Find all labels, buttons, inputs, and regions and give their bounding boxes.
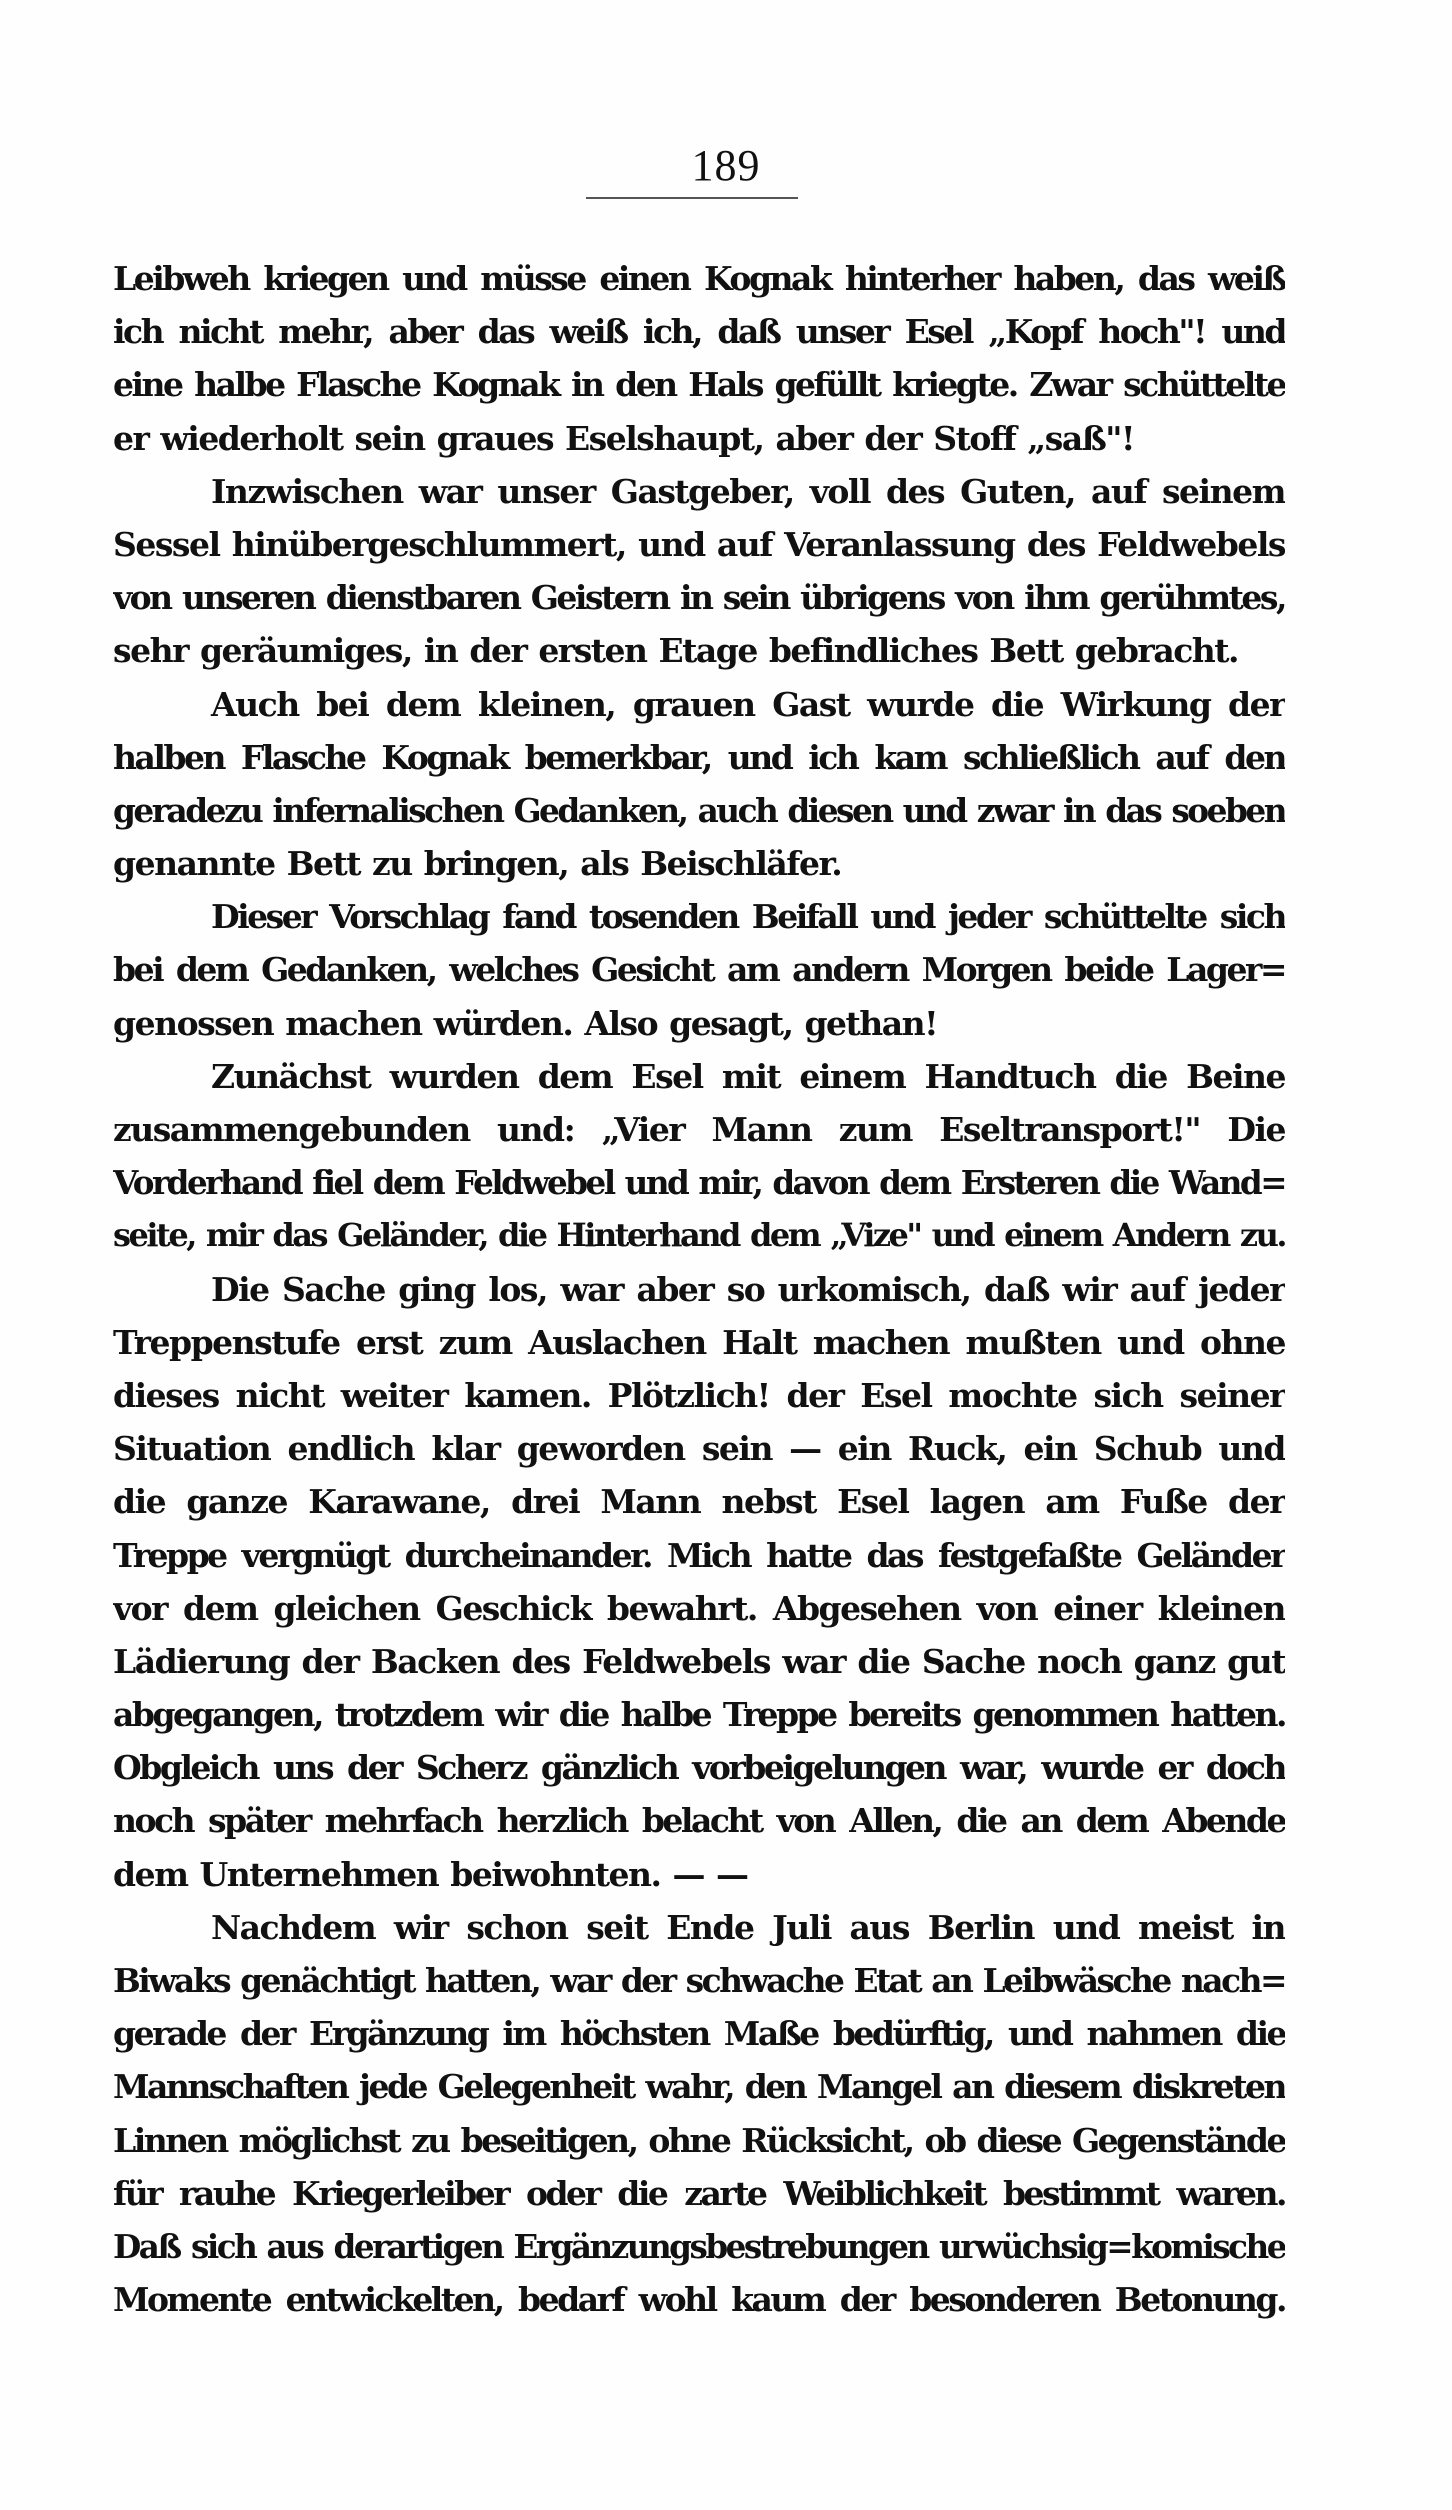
paragraph: [113, 1050, 1285, 1263]
text-line: Sessel hinübergeschlummert, und auf Veranlassung des Feldwebels: [113, 524, 1285, 564]
paragraph: [113, 252, 1285, 465]
text-line: vor dem gleichen Geschick bewahrt. Abgesehen von einer kleinen: [113, 1588, 1285, 1628]
text-line: Zunächst wurden dem Esel mit einem Handtuch die Beine: [211, 1056, 1285, 1096]
text-line: Daß sich aus derartigen Ergänzungsbestrebungen urwüchsig=komische: [113, 2226, 1285, 2266]
text-line: Dieser Vorschlag fand tosenden Beifall und jeder schüttelte sich: [211, 897, 1285, 937]
page-number: 189: [691, 141, 761, 190]
body-text: [113, 252, 1285, 2326]
text-line: von unseren dienstbaren Geistern in sein übrigens von ihm gerühmtes,: [113, 578, 1285, 618]
text-line: Situation endlich klar geworden sein — ein Ruck, ein Schub und: [113, 1429, 1285, 1469]
text-line: Obgleich uns der Scherz gänzlich vorbeigelungen war, wurde er doch: [113, 1748, 1285, 1788]
text-line: Lädierung der Backen des Feldwebels war die Sache noch ganz gut: [113, 1641, 1285, 1681]
text-line: Die Sache ging los, war aber so urkomisch, daß wir auf jeder: [211, 1269, 1285, 1309]
text-line: genannte Bett zu bringen, als Beischläfer.: [113, 844, 842, 884]
text-line: Momente entwickelten, bedarf wohl kaum der besonderen Betonung.: [113, 2280, 1285, 2320]
text-line: Treppenstufe erst zum Auslachen Halt machen mußten und ohne: [113, 1322, 1285, 1362]
text-line: Leibweh kriegen und müsse einen Kognak hinterher haben, das weiß: [113, 259, 1285, 298]
text-line: bei dem Gedanken, welches Gesicht am andern Morgen beide Lager=: [113, 950, 1285, 990]
paragraph: [113, 465, 1285, 678]
paragraph: [113, 1901, 1285, 2327]
text-line: eine halbe Flasche Kognak in den Hals gefüllt kriegte. Zwar schüttelte: [113, 365, 1285, 405]
paragraph: [113, 890, 1285, 1050]
text-line: sehr geräumiges, in der ersten Etage befindliches Bett gebracht.: [113, 631, 1239, 671]
text-line: genossen machen würden. Also gesagt, gethan!: [113, 1003, 938, 1043]
text-line: dieses nicht weiter kamen. Plötzlich! der Esel mochte sich seiner: [113, 1375, 1285, 1415]
text-line: halben Flasche Kognak bemerkbar, und ich kam schließlich auf den: [113, 737, 1285, 777]
text-line: Vorderhand fiel dem Feldwebel und mir, davon dem Ersteren die Wand=: [113, 1163, 1285, 1203]
text-line: Inzwischen war unser Gastgeber, voll des Guten, auf seinem: [211, 471, 1285, 511]
text-line: abgegangen, trotzdem wir die halbe Treppe bereits genommen hatten.: [113, 1695, 1285, 1735]
text-line: ich nicht mehr, aber das weiß ich, daß unser Esel „Kopf hoch"! und: [113, 312, 1285, 352]
text-line: Nachdem wir schon seit Ende Juli aus Berlin und meist in: [211, 1907, 1285, 1947]
text-line: Treppe vergnügt durcheinander. Mich hatte das festgefaßte Geländer: [113, 1535, 1285, 1575]
text-line: die ganze Karawane, drei Mann nebst Esel lagen am Fuße der: [113, 1482, 1285, 1522]
text-line: Auch bei dem kleinen, grauen Gast wurde die Wirkung der: [211, 684, 1285, 724]
text-line: noch später mehrfach herzlich belacht von Allen, die an dem Abende: [113, 1801, 1285, 1841]
text-line: Linnen möglichst zu beseitigen, ohne Rücksicht, ob diese Gegenstände: [113, 2120, 1285, 2160]
text-line: dem Unternehmen beiwohnten. — —: [113, 1854, 748, 1894]
text-line: seite, mir das Geländer, die Hinterhand dem „Vize" und einem Andern zu.: [113, 1216, 1285, 1255]
header-rule: [586, 197, 798, 199]
text-line: zusammengebunden und: „Vier Mann zum Eseltransport!" Die: [113, 1110, 1285, 1149]
text-line: gerade der Ergänzung im höchsten Maße bedürftig, und nahmen die: [113, 2014, 1285, 2054]
text-line: für rauhe Kriegerleiber oder die zarte Weiblichkeit bestimmt waren.: [113, 2173, 1285, 2213]
text-line: Biwaks genächtigt hatten, war der schwache Etat an Leibwäsche nach=: [113, 1961, 1285, 2000]
paragraph: [113, 678, 1285, 891]
text-line: geradezu infernalischen Gedanken, auch diesen und zwar in das soeben: [113, 790, 1285, 830]
text-line: er wiederholt sein graues Eselshaupt, aber der Stoff „saß"!: [113, 418, 1134, 458]
paragraph: [113, 1263, 1285, 1901]
text-line: Mannschaften jede Gelegenheit wahr, den Mangel an diesem diskreten: [113, 2067, 1285, 2107]
